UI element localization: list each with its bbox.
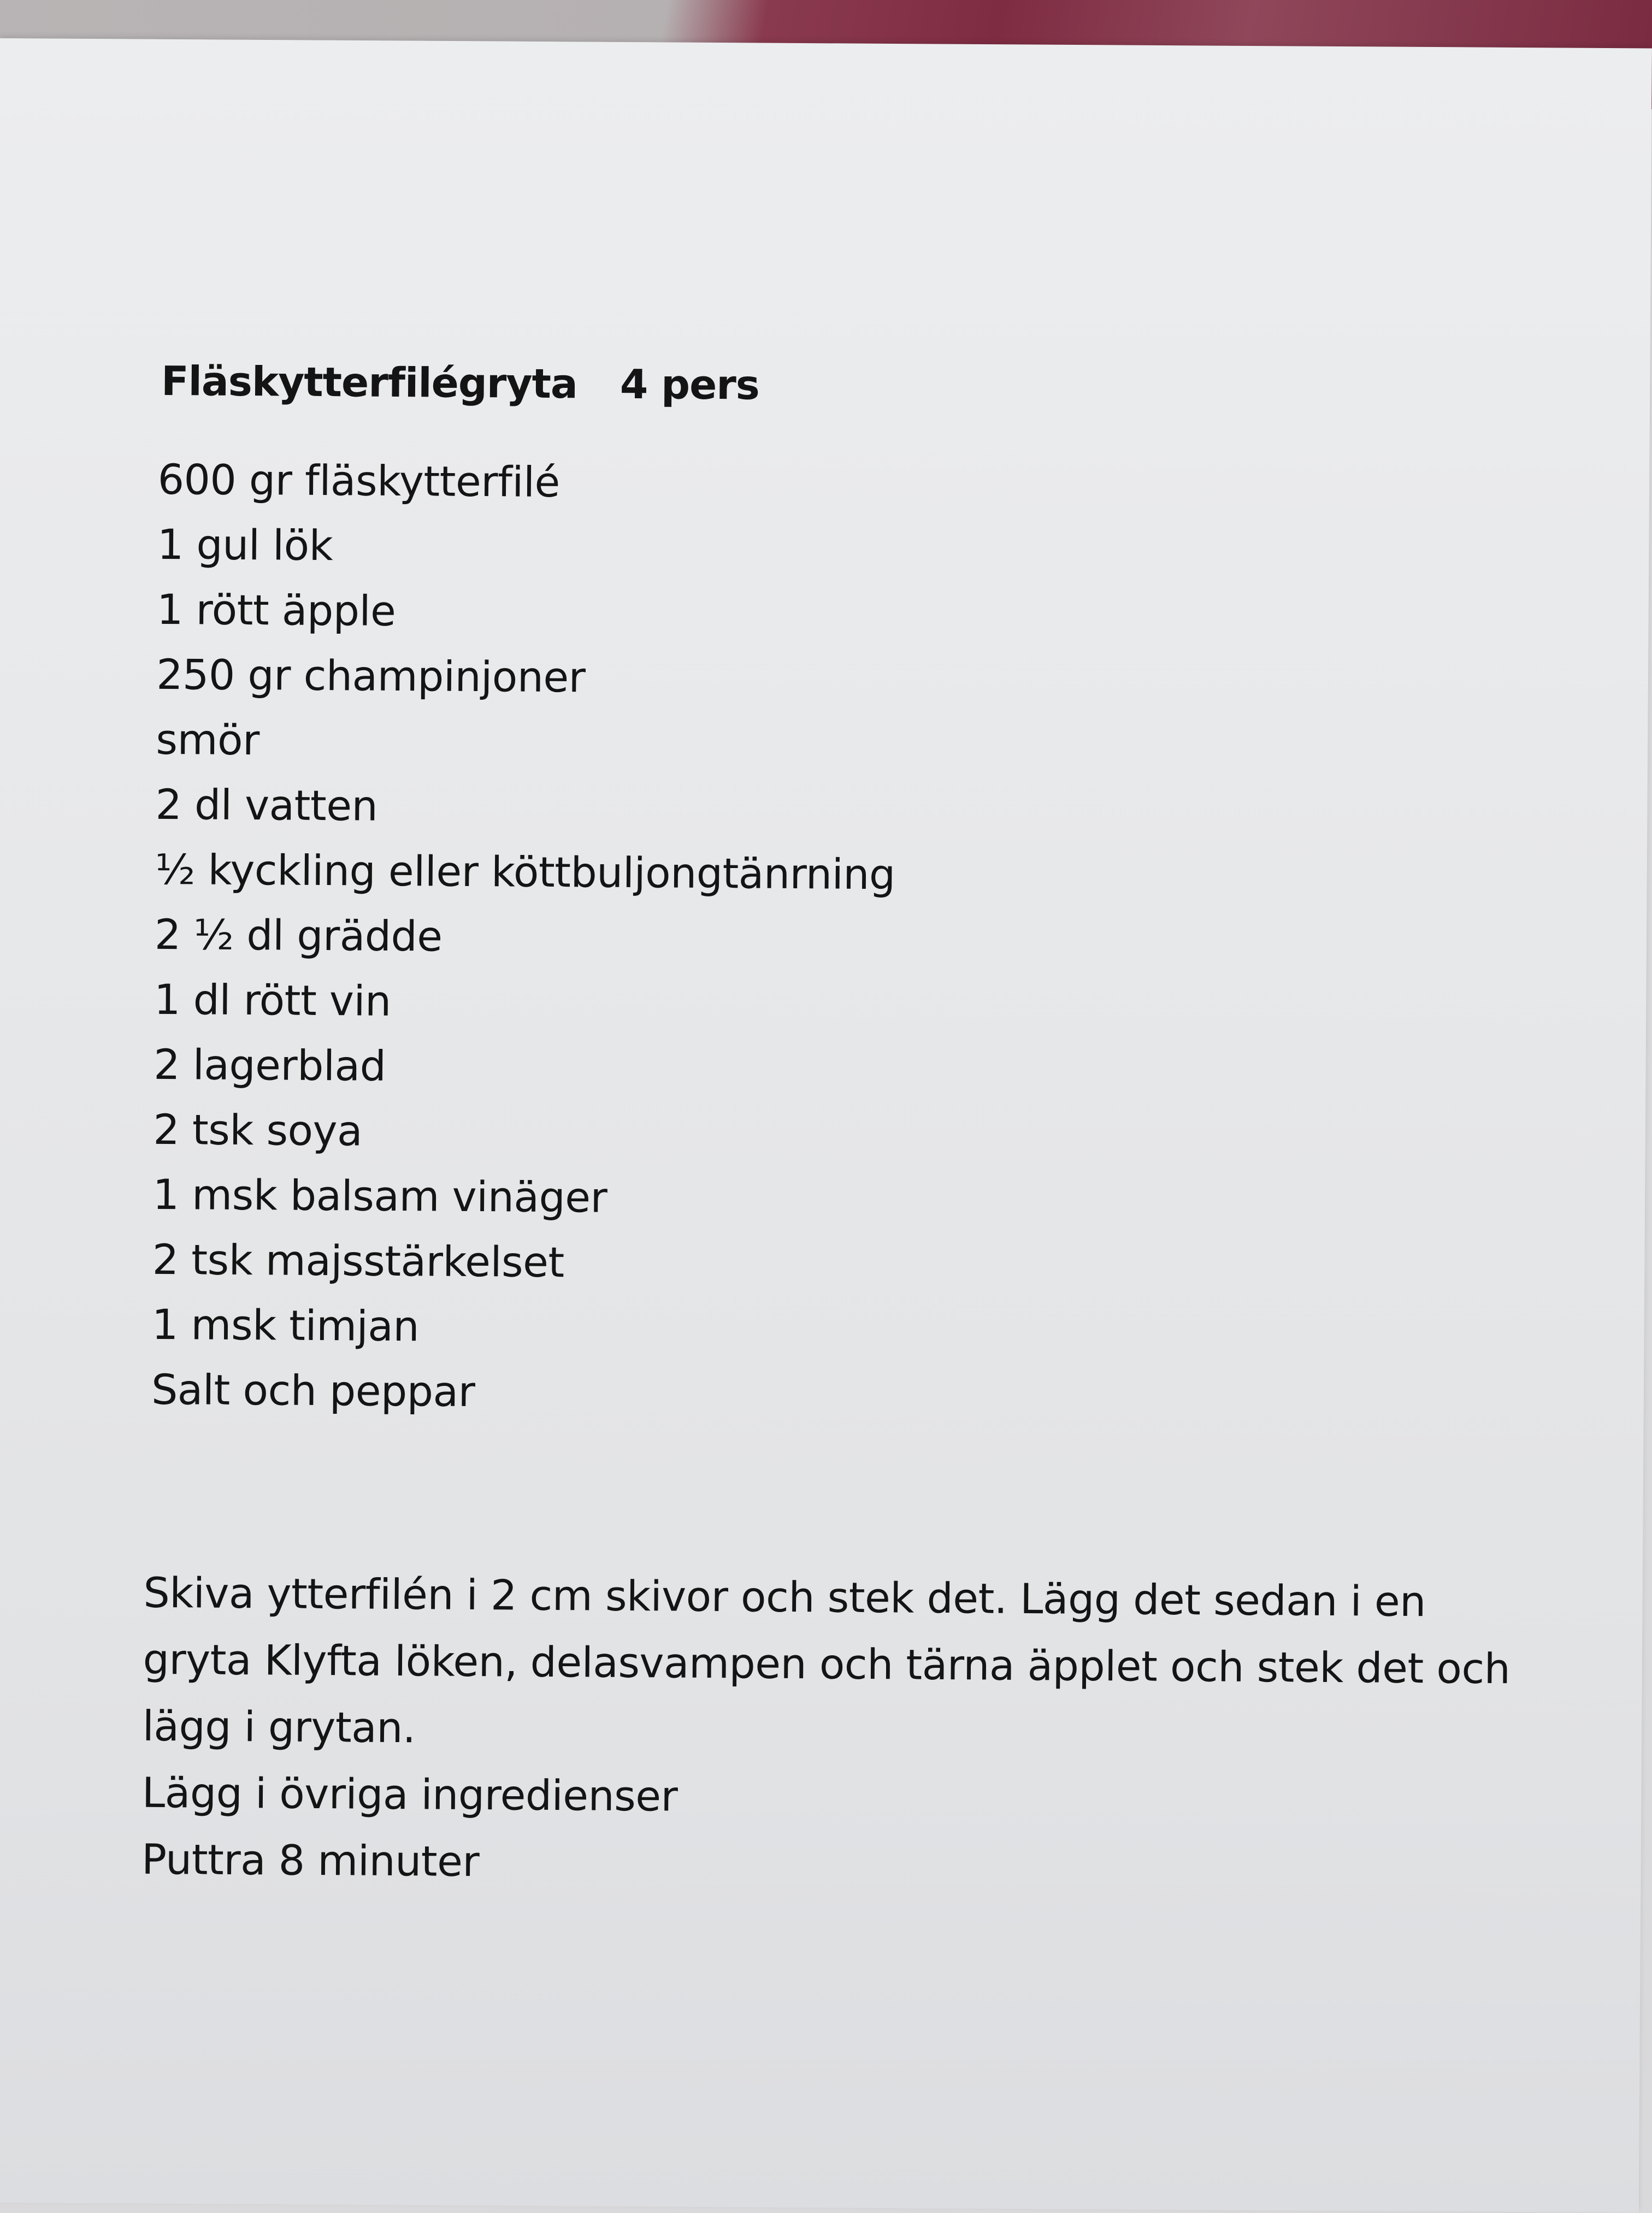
ingredient-item: 2 ½ dl grädde (154, 910, 442, 961)
instruction-step: Puttra 8 minuter (141, 1834, 480, 1886)
recipe-servings: 4 pers (620, 361, 760, 409)
ingredient-item: 2 lagerblad (153, 1040, 386, 1090)
ingredient-item: 1 gul lök (157, 520, 333, 570)
instruction-step: Skiva ytterfilén i 2 cm skivor och stek det. Lägg det sedan i en gryta Klyfta löken, delasvampen och tärna äpplet och stek det och lägg i grytan. (142, 1568, 1511, 1752)
recipe-title: Fläskytterfilégryta (161, 357, 578, 408)
ingredient-item: 2 dl vatten (155, 780, 378, 830)
ingredient-list (151, 447, 898, 1427)
ingredient-item: 1 dl rött vin (154, 975, 392, 1025)
instruction-step: Lägg i övriga ingredienser (141, 1768, 678, 1821)
ingredient-item: ½ kyckling eller köttbuljongtänrning (155, 845, 895, 899)
ingredient-item: 2 tsk majsstärkelset (152, 1235, 565, 1287)
ingredient-item: Salt och peppar (151, 1365, 475, 1417)
ingredient-item: 600 gr fläskytterfilé (157, 455, 560, 507)
ingredient-item: 1 rött äpple (156, 585, 396, 635)
ingredient-item: smör (156, 715, 260, 765)
recipe-header (161, 358, 759, 409)
ingredient-item: 1 msk timjan (151, 1300, 420, 1351)
instructions (141, 1560, 1542, 1903)
ingredient-item: 1 msk balsam vinäger (152, 1170, 607, 1222)
ingredient-item: 250 gr champinjoner (156, 650, 586, 702)
ingredient-item: 2 tsk soya (153, 1105, 363, 1155)
